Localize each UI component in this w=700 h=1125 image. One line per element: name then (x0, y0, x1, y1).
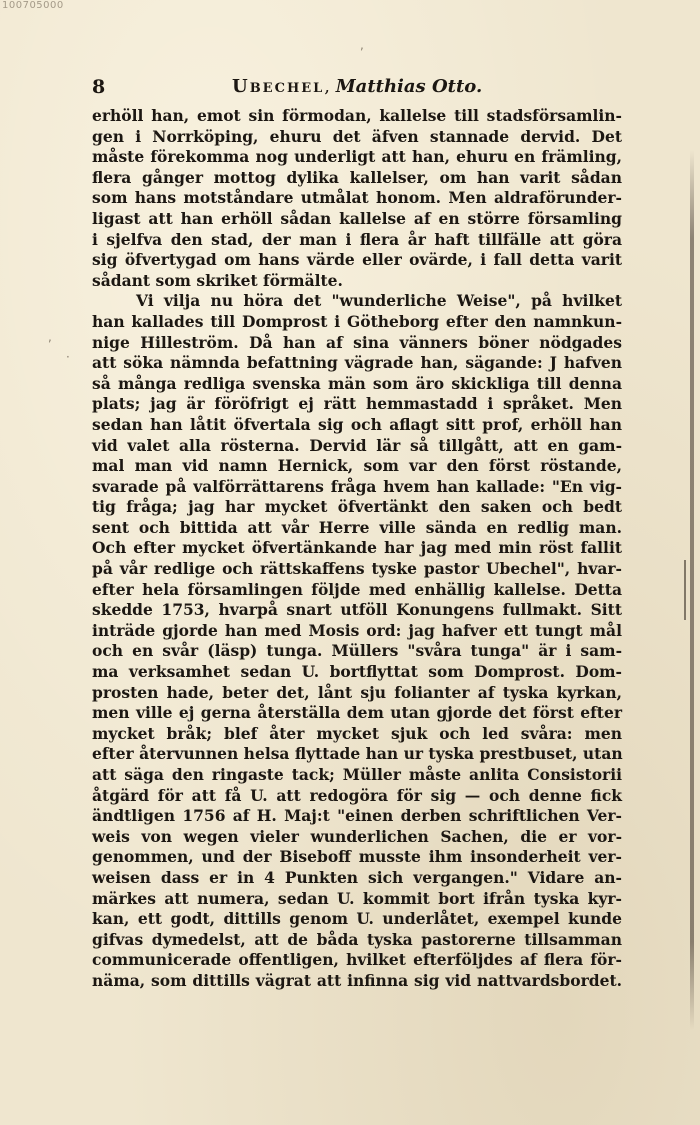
text-line: kan, ett godt, dittills genom U. underlåtet, exempel kunde (92, 909, 622, 929)
page-number: 8 (92, 76, 106, 98)
text-line: att söka nämnda befattning vägrade han, sägande: J hafven (92, 353, 622, 373)
text-line: gen i Norrköping, ehuru det äfven stannade dervid. Det (92, 126, 622, 146)
text-line: weisen dass er in 4 Punkten sich vergangen." Vidare an- (92, 867, 622, 887)
text-line: gifvas dymedelst, att de båda tyska pastorerne tillsamman (92, 929, 622, 949)
text-line: och en svår (läsp) tunga. Müllers "svåra tunga" är i sam- (92, 641, 622, 661)
text-line: mycket bråk; blef åter mycket sjuk och led svåra: men (92, 723, 622, 743)
speck: , (48, 330, 52, 344)
text-line: inträde gjorde han med Mosis ord: jag hafver ett tungt mål (92, 620, 622, 640)
body-text (92, 106, 622, 992)
text-line: så många redliga svenska män som äro skickliga till denna (92, 373, 622, 393)
text-line: vid valet alla rösterna. Dervid lär så tillgått, att en gam- (92, 435, 622, 455)
text-line: weis von wegen vieler wunderlichen Sachen, die er vor- (92, 826, 622, 846)
text-line: Och efter mycket öfvertänkande har jag med min röst fallit (92, 538, 622, 558)
text-line: ligast att han erhöll sådan kallelse af en större församling (92, 208, 622, 228)
scan-stamp: 100705000 (2, 0, 64, 11)
page-edge-shadow (690, 150, 694, 1030)
text-line: sedan han låtit öfvertala sig och aflagt sitt prof, erhöll han (92, 414, 622, 434)
text-line: ändtligen 1756 af H. Maj:t "einen derben schriftlichen Ver- (92, 806, 622, 826)
text-line: i sjelfva den stad, der man i flera år haft tillfälle att göra (92, 229, 622, 249)
text-line: sådant som skriket förmälte. (92, 270, 343, 290)
text-line: prosten hade, beter det, lånt sju folianter af tyska kyrkan, (92, 682, 622, 702)
text-line: näma, som dittills vägrat att infinna sig vid nattvardsbordet. (92, 970, 622, 990)
text-line: på vår redlige och rättskaffens tyske pastor Ubechel", hvar- (92, 559, 622, 579)
running-head (92, 76, 622, 98)
text-line: tig fråga; jag har mycket öfvertänkt den saken och bedt (92, 497, 622, 517)
text-line: som hans motståndare utmålat honom. Men aldraförunder- (92, 188, 622, 208)
text-line: Vi vilja nu höra det "wunderliche Weise", på hvilket (136, 291, 622, 311)
text-line: skedde 1753, hvarpå snart utföll Konungens fullmakt. Sitt (92, 600, 622, 620)
text-line: nige Hilleström. Då han af sina vänners böner nödgades (92, 332, 622, 352)
text-line: efter hela församlingen följde med enhällig kallelse. Detta (92, 579, 622, 599)
text-line: märkes att numera, sedan U. kommit bort ifrån tyska kyr- (92, 888, 622, 908)
running-title (232, 76, 482, 97)
text-line: ma verksamhet sedan U. bortflyttat som Domprost. Dom- (92, 662, 622, 682)
text-line: men ville ej gerna återställa dem utan gjorde det först efter (92, 703, 622, 723)
text-line: sent och bittida att vår Herre ville sända en redlig man. (92, 517, 622, 537)
text-line: flera gånger mottog dylika kallelser, om han varit sådan (92, 167, 622, 187)
author-given-names: Matthias Otto. (335, 76, 483, 97)
text-line: mal man vid namn Hernick, som var den först röstande, (92, 456, 622, 476)
text-line: han kallades till Domprost i Götheborg efter den namnkun- (92, 311, 622, 331)
speck: · (66, 350, 70, 364)
text-line: efter återvunnen helsa flyttade han ur tyska prestbuset, utan (92, 744, 623, 764)
text-line: att säga den ringaste tack; Müller måste anlita Consistorii (92, 765, 622, 784)
text-line: genommen, und der Biseboff musste ihm insonderheit ver- (92, 847, 622, 867)
text-line: plats; jag är föröfrigt ej rätt hemmastadd i språket. Men (92, 394, 622, 414)
speck: , (360, 38, 364, 52)
text-line: svarade på valförrättarens fråga hvem han kallade: "En vig- (92, 476, 622, 496)
text-line: åtgärd för att få U. att redogöra för sig — och denne fick (92, 785, 622, 805)
text-line: communicerade offentligen, hvilket efterföljdes af flera för- (92, 950, 622, 970)
title-separator: , (324, 76, 331, 97)
text-line: sig öfvertygad om hans värde eller ovärde, i fall detta varit (92, 250, 622, 270)
text-line: måste förekomma nog underligt att han, ehuru en främling, (92, 147, 622, 167)
text-line: erhöll han, emot sin förmodan, kallelse till stadsförsamlin- (92, 106, 622, 125)
page-edge-mark (684, 560, 686, 620)
author-surname: Ubechel (232, 76, 325, 97)
